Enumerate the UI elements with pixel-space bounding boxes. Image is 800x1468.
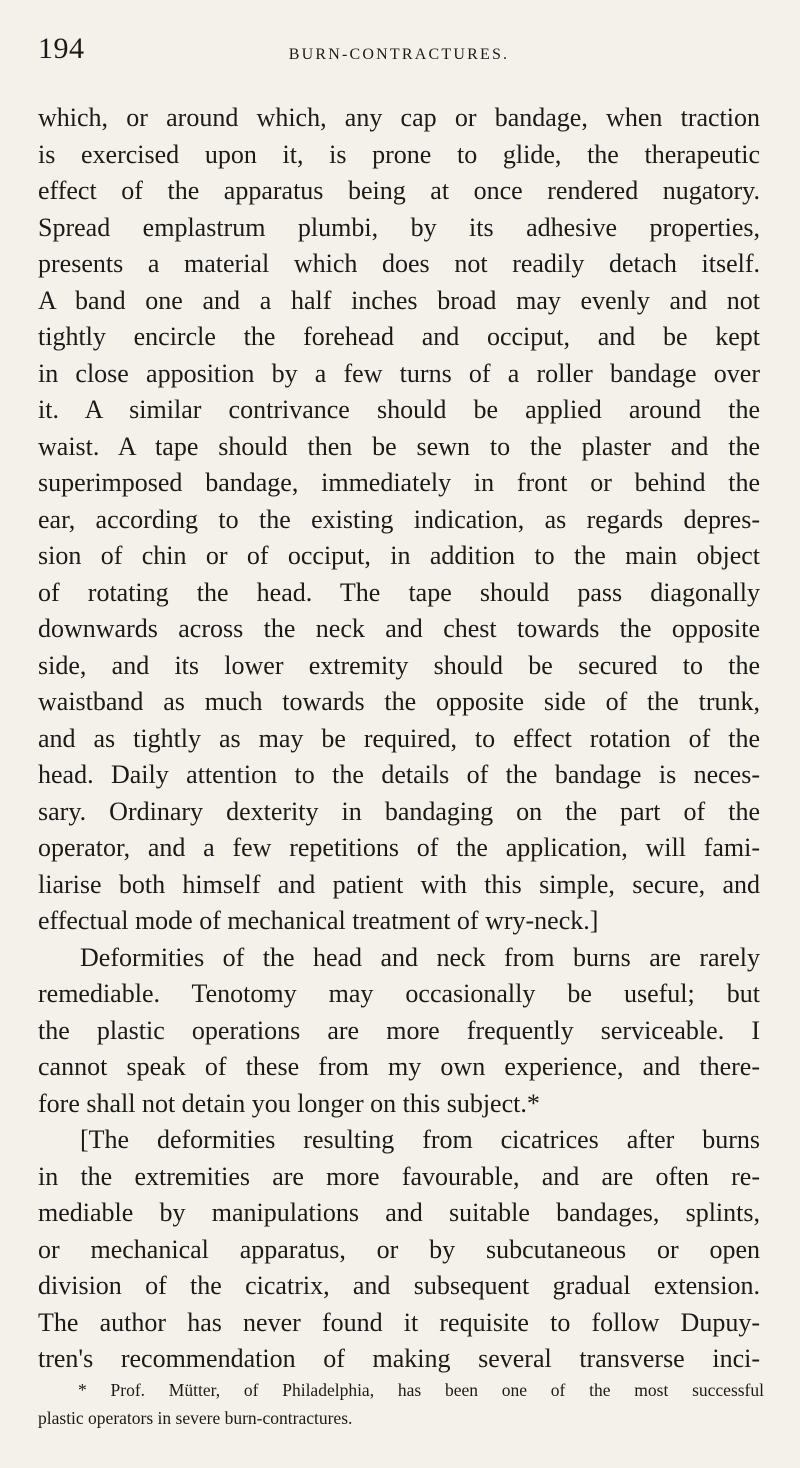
text-line: side, and its lower extremity should be secured to the xyxy=(38,650,760,680)
text-line: A band one and a half inches broad may evenly and not xyxy=(38,285,760,315)
text-line: tren's recommendation of making several transverse inci- xyxy=(38,1344,760,1373)
paragraph-start-line: [The deformities resulting from cicatrices after burns xyxy=(80,1125,760,1154)
text-line: ear, according to the existing indication, as regards depres- xyxy=(38,504,760,534)
text-line: division of the cicatrix, and subsequent gradual extension. xyxy=(38,1271,760,1300)
text-line: superimposed bandage, immediately in front or behind the xyxy=(38,468,760,497)
footnote-line: * Prof. Mütter, of Philadelphia, has been one of the most successful xyxy=(78,1380,764,1400)
text-line: presents a material which does not readily detach itself. xyxy=(38,249,760,278)
text-line: which, or around which, any cap or bandage, when traction xyxy=(38,103,760,132)
text-line: operator, and a few repetitions of the application, will fami- xyxy=(38,833,760,862)
text-line: Spread emplastrum plumbi, by its adhesive properties, xyxy=(38,212,760,242)
text-line: effectual mode of mechanical treatment of wry-neck.] xyxy=(38,906,599,935)
text-line: or mechanical apparatus, or by subcutaneous or open xyxy=(38,1234,760,1264)
text-line: head. Daily attention to the details of the bandage is neces- xyxy=(38,760,760,789)
footnote xyxy=(38,1376,764,1432)
text-line: mediable by manipulations and suitable bandages, splints, xyxy=(38,1198,760,1227)
text-line: cannot speak of these from my own experience, and there- xyxy=(38,1052,760,1081)
page-number: 194 xyxy=(38,32,85,65)
text-line: effect of the apparatus being at once rendered nugatory. xyxy=(38,176,760,205)
text-line: and as tightly as may be required, to effect rotation of the xyxy=(38,723,760,753)
page-header xyxy=(38,32,760,72)
text-line: of rotating the head. The tape should pass diagonally xyxy=(38,577,760,607)
text-line: remediable. Tenotomy may occasionally be useful; but xyxy=(38,979,760,1008)
text-line: waistband as much towards the opposite side of the trunk, xyxy=(38,687,760,716)
text-line: fore shall not detain you longer on this subject.* xyxy=(38,1088,540,1118)
text-line: sary. Ordinary dexterity in bandaging on the part of the xyxy=(38,796,760,826)
running-head: BURN-CONTRACTURES. xyxy=(288,46,510,63)
text-line: tightly encircle the forehead and occiput, and be kept xyxy=(38,322,760,351)
text-line: in the extremities are more favourable, and are often re- xyxy=(38,1161,760,1191)
footnote-line: plastic operators in severe burn-contractures. xyxy=(38,1408,353,1428)
text-line: liarise both himself and patient with this simple, secure, and xyxy=(38,869,760,899)
text-line: downwards across the neck and chest towards the opposite xyxy=(38,614,760,643)
text-line: it. A similar contrivance should be applied around the xyxy=(38,395,760,424)
text-line: is exercised upon it, is prone to glide, the therapeutic xyxy=(38,139,760,169)
body-text xyxy=(38,100,760,1378)
paragraph-start-line: Deformities of the head and neck from burns are rarely xyxy=(80,942,760,972)
text-line: in close apposition by a few turns of a roller bandage over xyxy=(38,358,760,388)
text-line: sion of chin or of occiput, in addition to the main object xyxy=(38,541,760,570)
text-line: the plastic operations are more frequently serviceable. I xyxy=(38,1015,760,1045)
text-line: waist. A tape should then be sewn to the plaster and the xyxy=(38,431,760,461)
text-line: The author has never found it requisite to follow Dupuy- xyxy=(38,1307,760,1337)
